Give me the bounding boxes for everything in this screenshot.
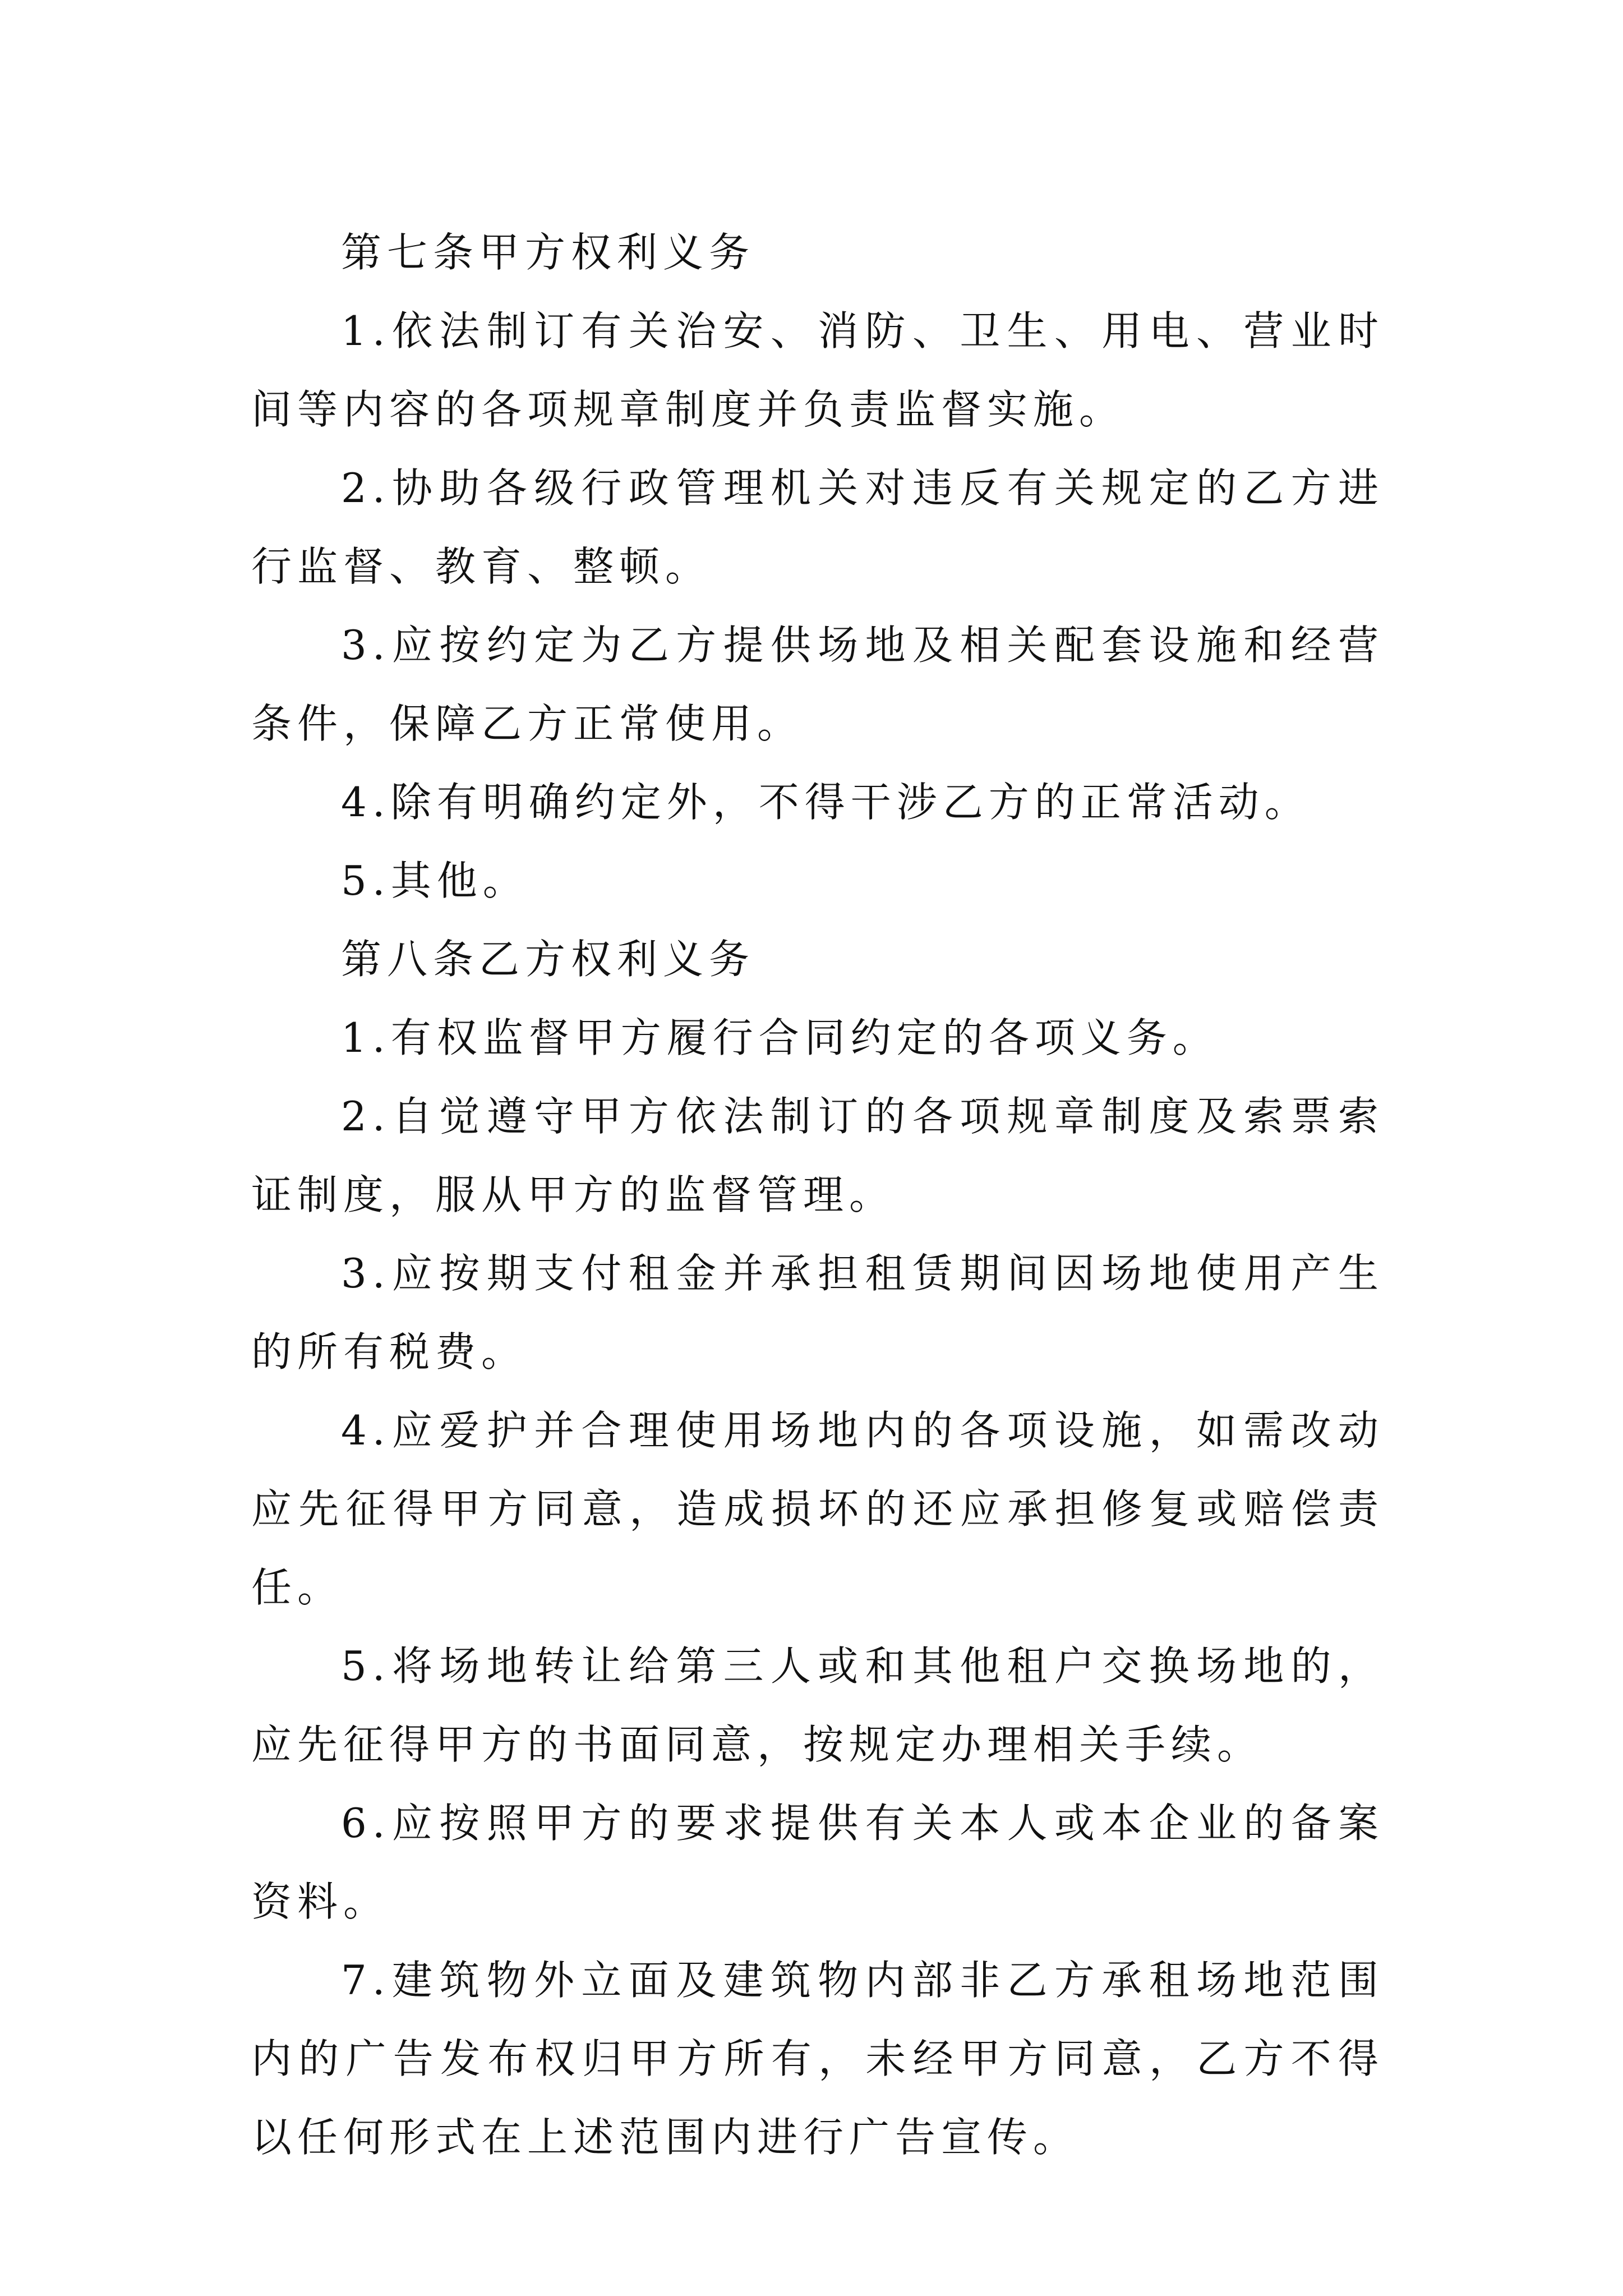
section7-item-2: 2.协助各级行政管理机关对违反有关规定的乙方进行监督、教育、整顿。 (251, 464, 1384, 590)
section7-item-5: 5.其他。 (341, 857, 529, 904)
section8-item-2: 2.自觉遵守甲方依法制订的各项规章制度及索票索证制度，服从甲方的监督管理。 (251, 1093, 1384, 1218)
section8-item-6: 6.应按照甲方的要求提供有关本人或本企业的备案资料。 (251, 1800, 1384, 1925)
section8-item-7: 7.建筑物外立面及建筑物内部非乙方承租场地范围内的广告发布权归甲方所有，未经甲方同意，乙方不得以任何形式在上述范围内进行广告宣传。 (251, 1957, 1384, 2161)
section7-item-1: 1.依法制订有关治安、消防、卫生、用电、营业时间等内容的各项规章制度并负责监督实施。 (251, 307, 1384, 433)
section8-item-1: 1.有权监督甲方履行合同约定的各项义务。 (341, 1014, 1219, 1061)
section7-item-4: 4.除有明确约定外，不得干涉乙方的正常活动。 (341, 779, 1311, 826)
section7-item-3: 3.应按约定为乙方提供场地及相关配套设施和经营条件，保障乙方正常使用。 (251, 622, 1384, 747)
document-body (251, 213, 1384, 2177)
section8-item-5: 5.将场地转让给第三人或和其他租户交换场地的，应先征得甲方的书面同意，按规定办理相关手续。 (251, 1642, 1384, 1768)
section8-item-4: 4.应爱护并合理使用场地内的各项设施，如需改动应先征得甲方同意，造成损坏的还应承担修复或赔偿责任。 (251, 1407, 1384, 1611)
section7-heading: 第七条甲方权利义务 (341, 229, 755, 276)
section8-item-3: 3.应按期支付租金并承担租赁期间因场地使用产生的所有税费。 (251, 1250, 1384, 1375)
section8-heading: 第八条乙方权利义务 (341, 936, 755, 983)
